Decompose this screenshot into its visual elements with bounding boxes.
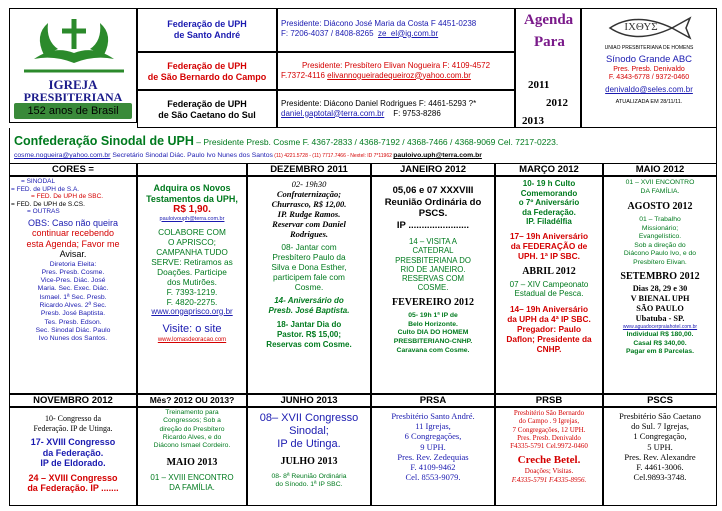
logo-box — [9, 8, 137, 123]
col-pscs: PSCS — [603, 394, 717, 407]
jul-2013-heading: JULHO 2013 — [280, 456, 338, 467]
prsb-cell — [495, 407, 603, 506]
confederation-title: Confederação Sinodal de UPH — [14, 134, 194, 148]
mes-4: Ricardo Alves, e do — [162, 433, 222, 441]
jan-14-6: COSME. — [417, 283, 449, 293]
mai13-01-2: DA FAMÍLIA. — [169, 482, 215, 492]
jun-08-2: Sinodal; — [289, 425, 329, 437]
legend-fed-sbc: = FED. De UPH de SBC. — [31, 193, 104, 200]
mar-17-1: 17– 19h Aniversário — [509, 230, 589, 241]
nov-17-1: 17- XVIII Congresso — [30, 437, 116, 447]
board-3: Maria. Sec. Exec. Diác. — [37, 285, 109, 293]
col-jan-2012: JANEIRO 2012 — [371, 163, 495, 176]
bienal-price-2: Casal R$ 340,00. — [633, 339, 687, 347]
fev-05-1: 05- 19h 1ª IP de — [408, 311, 458, 319]
confederation-secretary-email[interactable]: pauloivo.uph@terra.com.br — [393, 152, 482, 159]
set-bienal-3: SÃO PAULO — [636, 304, 684, 313]
dez-02-3: IP. Rudge Ramos. — [277, 209, 341, 219]
pscs-6: F. 4461-3006. — [636, 462, 684, 473]
aprisco-2: O APRISCO; — [168, 236, 216, 247]
mai-01-1: 01 – XVII ENCONTRO — [625, 179, 695, 186]
federation-sbc-line2: de São Bernardo do Campo — [147, 71, 267, 82]
jul-08-1: 08- 8ª Reunião Ordinária — [271, 473, 347, 480]
pscs-5: Pres. Rev. Alexandre — [624, 451, 696, 462]
mar-10-5: IP. Filadélfia — [526, 217, 572, 226]
adquira-cell — [137, 176, 247, 394]
mai-2013-heading: MAIO 2013 — [166, 457, 218, 469]
confederation-phones: (11) 4221.5728 - (11) 7717.7466 - Nextel: ID 7*11962 — [272, 153, 394, 159]
aprisco-1: COLABORE COM — [158, 226, 226, 237]
nov-cell — [9, 407, 137, 506]
nov-10-1: 10- Congresso da — [45, 414, 101, 423]
nov-17-2: da Federação. — [42, 447, 104, 458]
federation-scs-line1: Federação de UPH — [167, 99, 247, 109]
dez-14-1: 14- Aniversário do — [274, 296, 344, 305]
agenda-page — [9, 8, 717, 506]
federation-sa-line2: de Santo André — [173, 29, 241, 40]
aprisco-7: F. 7393-1219. — [166, 286, 218, 297]
ago-01-2: Missionário; — [641, 224, 679, 232]
jan-14-1: 14 – VISITA A — [409, 237, 457, 246]
bienal-price-3: Pagar em 8 Parcelas. — [625, 348, 694, 355]
mar-cell — [495, 176, 603, 394]
bienal-url[interactable]: www.aguadocerpraiahotel.com.br — [622, 324, 698, 330]
dez-18-2: Pastor. R$ 15,00; — [276, 330, 342, 339]
jan-14-2: CATEDRAL — [412, 246, 454, 256]
aprisco-5: Doações. Participe — [157, 266, 227, 277]
jan-14-5: RESERVAS COM — [401, 274, 465, 284]
mai-01-2: DA FAMÍLIA. — [640, 187, 680, 195]
prsa-6: F. 4109-9462 — [410, 462, 456, 473]
adquira-line2: Testamentos da UPH, — [146, 193, 238, 204]
federation-scs-email[interactable]: daniel.gaptotal@terra.com.br — [281, 108, 385, 118]
jul-08-2: do Sínodo. 1ª IP SBC. — [275, 481, 343, 489]
synod-email[interactable]: denivaldo@seles.com.br — [605, 85, 693, 94]
confederation-president: – Presidente Presb. Cosme F. 4367-2833 / 4368-7192 / 4368-7466 / 4368-9069 Cel. 7217-0223. — [193, 137, 559, 147]
mai-cell — [603, 176, 717, 394]
agenda-title: Agenda — [524, 12, 574, 28]
abr-14-4: Daflon; Presidente da — [506, 333, 592, 344]
fev-05-2: Belo Horizonte. — [408, 320, 458, 328]
jan-14-3: PRESBITERIANA DO — [395, 255, 471, 265]
obs-line3: esta Agenda; Favor me — [26, 238, 120, 249]
dez-02-4: Reservar com Daniel — [272, 219, 346, 229]
jan-cell — [371, 176, 495, 394]
abr-14-5: CNHP. — [536, 343, 562, 354]
years-banner: 152 anos de Brasil — [14, 103, 132, 119]
board-2: Vice-Pres. Diác. José — [40, 277, 106, 285]
prsa-3: 6 Congregações, — [404, 431, 462, 442]
ago-01-1: 01 – Trabalho — [639, 216, 681, 223]
set-bienal-4: Ubatuba - SP. — [635, 314, 685, 323]
church-name — [10, 79, 136, 103]
prsb-5: F4335-5791 Cel.9972-0460 — [510, 442, 588, 451]
abr-14-2: da UPH da 4ª IP SBC. — [507, 313, 591, 324]
dez-18-3: Reservas com Cosme. — [266, 340, 352, 349]
abr-14-1: 14– 19h Aniversário — [509, 303, 589, 314]
prsa-2: 11 Igrejas, — [415, 421, 451, 432]
mar-10-4: da Federação. — [522, 207, 576, 217]
board-7: Tes. Presb. Edson. — [44, 318, 102, 326]
set-bienal-1: Dias 28, 29 e 30 — [632, 284, 688, 293]
synod-updated: ATUALIZADA EM 28/11/11. — [615, 98, 683, 105]
nov-24-2: da Federação. IP ....... — [27, 483, 119, 493]
legend-sinodal: = SINODAL — [21, 178, 56, 185]
year-2012: 2012 — [546, 97, 568, 109]
col-prsa: PRSA — [371, 394, 495, 407]
mai13-01-1: 01 – XVIII ENCONTRO — [150, 473, 234, 483]
aprisco-url[interactable]: www.ongaprisco.org.br — [151, 306, 233, 316]
set-bienal-2: V BIENAL UPH — [630, 294, 690, 303]
confederation-email[interactable]: cosme.nogueira@yahoo.com.br — [14, 152, 111, 159]
federation-scs-name — [137, 90, 277, 128]
dez-02-5: Rodrigues. — [289, 229, 329, 239]
federation-sbc-info — [277, 52, 515, 90]
ago-01-5: Diácono Paulo Ivo, e do — [623, 250, 697, 257]
mar-10-1: 10- 19 h Culto — [522, 179, 576, 188]
jan-05-3: PSCS. — [418, 208, 448, 219]
mar-17-3: UPH. 1ª IP SBC. — [518, 250, 580, 261]
jan-14-4: RIO DE JANEIRO. — [400, 264, 466, 274]
prsb-3: 7 Congregações, 12 UPH. — [512, 425, 586, 434]
church-name-line2: PRESBITERIANA — [23, 90, 123, 103]
adquira-email[interactable]: pauloivouph@terra.com.br — [159, 215, 225, 222]
dez-08-3: Silva e Dona Esther, — [271, 262, 347, 272]
federation-sa-info — [277, 8, 515, 52]
aprisco-3: CAMPANHA TUDO — [156, 246, 228, 257]
legend-outras: = OUTRAS — [27, 208, 60, 215]
dez-08-4: participem fale com — [273, 272, 345, 282]
mes-cell — [137, 407, 247, 506]
col-blank — [137, 163, 247, 176]
prsb-2: do Campo . 9 Igrejas, — [518, 417, 580, 426]
pscs-2: do Sul. 7 Igrejas, — [631, 421, 689, 432]
col-prsb: PRSB — [495, 394, 603, 407]
federation-scs-president: Presidente: Diácono Daniel Rodrigues F: 4461-5293 ?* — [281, 99, 477, 108]
synod-box — [581, 8, 717, 128]
year-2013: 2013 — [522, 115, 544, 127]
col-mes: Mês? 2012 OU 2013? — [137, 394, 247, 407]
federation-scs-line2: de São Caetano do Sul — [158, 109, 256, 120]
prsb-1: Presbitério São Bernardo — [513, 409, 585, 417]
federation-scs-info — [277, 90, 515, 128]
ago-01-4: Sob a direção do — [634, 241, 686, 249]
agenda-para: Para — [534, 34, 565, 50]
aprisco-6: dos Mutirões. — [167, 276, 217, 287]
dez-08-1: 08- Jantar com — [281, 242, 337, 252]
jun-08-1: 08– XVII Congresso — [259, 412, 359, 424]
prsa-7: Cel. 8553-9079. — [405, 472, 461, 483]
visit-site: Visite: o site — [162, 323, 222, 335]
confederation-secretary: Secretário Sinodal Diác. Paulo Ivo Nunes dos Santos — [110, 152, 273, 159]
federation-scs-contact: daniel.gaptotal@terra.com.br F: 9753-8286 — [281, 108, 441, 118]
mar-10-3: o 7º Aniversário — [518, 198, 580, 207]
dez-02-2: Churrasco, R$ 12,00. — [271, 199, 347, 209]
prsa-5: Pres. Rev. Zedequias — [397, 451, 469, 462]
board-title: Diretoria Eleita: — [49, 260, 97, 268]
board-9: Ivo Nunes dos Santos. — [38, 335, 108, 343]
legend-fed-sa: = FED. de UPH de S.A. — [11, 185, 80, 193]
ago-01-6: Presbítero Elivan. — [633, 258, 687, 266]
federation-sa-email[interactable]: ze_el@ig.com.br — [377, 28, 439, 38]
legend-fed-scs: = FED. De UPH de S.CS. — [11, 200, 85, 208]
obs-line2: continuar recebendo — [31, 228, 115, 238]
prsb-4: Pres. Presb. Denivaldo — [517, 433, 581, 442]
bienal-price-1: Individual R$ 180,00. — [626, 331, 694, 338]
col-dez-2011: DEZEMBRO 2011 — [247, 163, 371, 176]
abr-07-2: Estadual de Pesca. — [514, 289, 584, 298]
fev-05-5: Caravana com Cosme. — [396, 346, 470, 354]
church-logo-icon — [14, 15, 134, 77]
col-mar-2012: MARÇO 2012 — [495, 163, 603, 176]
federation-sa-contact: F: 7206-4037 / 8408-8265 ze_el@ig.com.br — [281, 28, 439, 38]
pscs-7: Cel.9893-3748. — [633, 472, 687, 483]
obs-line4: Avisar. — [59, 249, 87, 259]
mes-5: Diácono Ismael Cordeiro. — [153, 442, 231, 450]
dez-18-1: 18- Jantar Dia do — [276, 320, 342, 329]
jun-cell — [247, 407, 371, 506]
jan-05-4: IP ....................... — [396, 219, 470, 231]
abr-14-3: Pregador: Paulo — [516, 323, 582, 334]
synod-president: Pres. Presb. Denivaldo — [613, 66, 685, 73]
pscs-4: 5 UPH. — [647, 441, 673, 452]
board-8: Sec. Sinodal Diác. Paulo — [35, 326, 111, 334]
prsa-1: Presbitério Santo André. — [391, 411, 475, 421]
year-2011: 2011 — [528, 79, 550, 91]
jun-08-3: IP de Utinga. — [277, 438, 341, 450]
pscs-cell — [603, 407, 717, 506]
church-name-line1: IGREJA — [48, 79, 98, 92]
prsa-4: 9 UPH. — [420, 441, 446, 452]
jan-05-1: 05,06 e 07 XXXVIII — [392, 185, 474, 196]
federation-sbc-president: Presidente: Presbítero Elivan Nogueira F: 4109-4572 — [301, 61, 491, 70]
aprisco-4: SERVE: Retiramos as — [151, 256, 233, 267]
legend-cell — [9, 176, 137, 394]
fev-05-3: Culto DIA DO HOMEM — [397, 329, 469, 337]
col-nov-2012: NOVEMBRO 2012 — [9, 394, 137, 407]
pscs-1: Presbitério São Caetano — [619, 411, 701, 421]
adquira-line1: Adquira os Novos — [153, 183, 231, 193]
ago-01-3: Evangelístico. — [638, 233, 682, 240]
dez-02-1: Confraternização; — [276, 189, 342, 199]
jan-05-2: Reunião Ordinária do — [384, 196, 482, 208]
nov-24-1: 24 – XVIII Congresso — [28, 472, 118, 483]
board-4: Ismael. 1ª Sec. Presb. — [39, 293, 107, 301]
federation-sbc-email[interactable]: elivannogueiradequeiroz@yahoo.com.br — [327, 70, 471, 80]
creche-2: F.4335-5791 F.4335-8956. — [511, 475, 587, 484]
dez-08-5: Cosme. — [294, 282, 324, 292]
board-6: Presb. José Baptista. — [40, 310, 106, 318]
aprisco-8: F. 4820-2275. — [166, 296, 218, 307]
mar-10-2: Comemorando — [520, 188, 578, 198]
mes-2: Congressos; Sob a — [163, 417, 221, 425]
obs-line1: OBS: Caso não queira — [27, 217, 119, 228]
abr-07-1: 07 – XIV Campeonato — [509, 279, 589, 289]
federation-sbc-name — [137, 52, 277, 90]
dez-02-time: 02- 19h30 — [291, 179, 327, 189]
dez-14-2: Presb. José Baptista. — [268, 306, 350, 315]
synod-subtitle: UNIÃO PRESBITERIANA DE HOMENS — [604, 45, 694, 51]
adquira-price: R$ 1,90. — [173, 204, 211, 215]
agenda-title-box — [515, 8, 581, 128]
nov-17-3: IP de Eldorado. — [40, 458, 106, 468]
mes-3: direção do Presbítero — [159, 425, 225, 433]
creche-1: Doações; Visitas. — [524, 467, 574, 476]
dez-08-2: Presbítero Paulo da — [272, 252, 346, 262]
federation-sbc-line1: Federação de UPH — [167, 61, 247, 71]
prsa-cell — [371, 407, 495, 506]
synod-phone: F. 4343-6778 / 9372-0460 — [608, 74, 690, 81]
mar-17-2: da FEDERAÇÃO de — [510, 240, 588, 251]
site-url[interactable]: www.lomasdeoracao.com — [157, 337, 227, 343]
abr-2012-heading: ABRIL 2012 — [522, 265, 576, 277]
ago-2012-heading: AGOSTO 2012 — [627, 201, 693, 212]
federation-sbc-contact: F.7372-4116 elivannogueiradequeiroz@yahoo.com.br — [281, 70, 471, 80]
dez-cell — [247, 176, 371, 394]
col-jun-2013: JUNHO 2013 — [247, 394, 371, 407]
col-mai-2012: MAIO 2012 — [603, 163, 717, 176]
set-2012-heading: SETEMBRO 2012 — [620, 271, 700, 282]
mes-1: Treinamento para — [165, 409, 219, 416]
board-5: Ricardo Alves. 2ª Sec. — [39, 301, 107, 309]
creche-title: Creche Betel. — [517, 454, 581, 467]
fish-text: ΙΧΘΥΣ — [624, 21, 658, 33]
fev-2012-heading: FEVEREIRO 2012 — [392, 296, 474, 308]
pscs-3: 1 Congregação, — [633, 431, 687, 442]
nov-10-2: Federação. IP de Utinga. — [33, 423, 113, 433]
board-1: Pres. Presb. Cosme. — [41, 268, 105, 276]
federation-sa-president: Presidente: Diácono José Maria da Costa F 4451-0238 — [281, 19, 477, 28]
fev-05-4: PRESBITERIANO-CNHP. — [393, 338, 473, 346]
federation-sa-name — [137, 8, 277, 52]
synod-name: Sínodo Grande ABC — [605, 54, 693, 65]
col-cores: CORES = — [9, 163, 137, 176]
federation-sa-line1: Federação de UPH — [167, 19, 247, 29]
